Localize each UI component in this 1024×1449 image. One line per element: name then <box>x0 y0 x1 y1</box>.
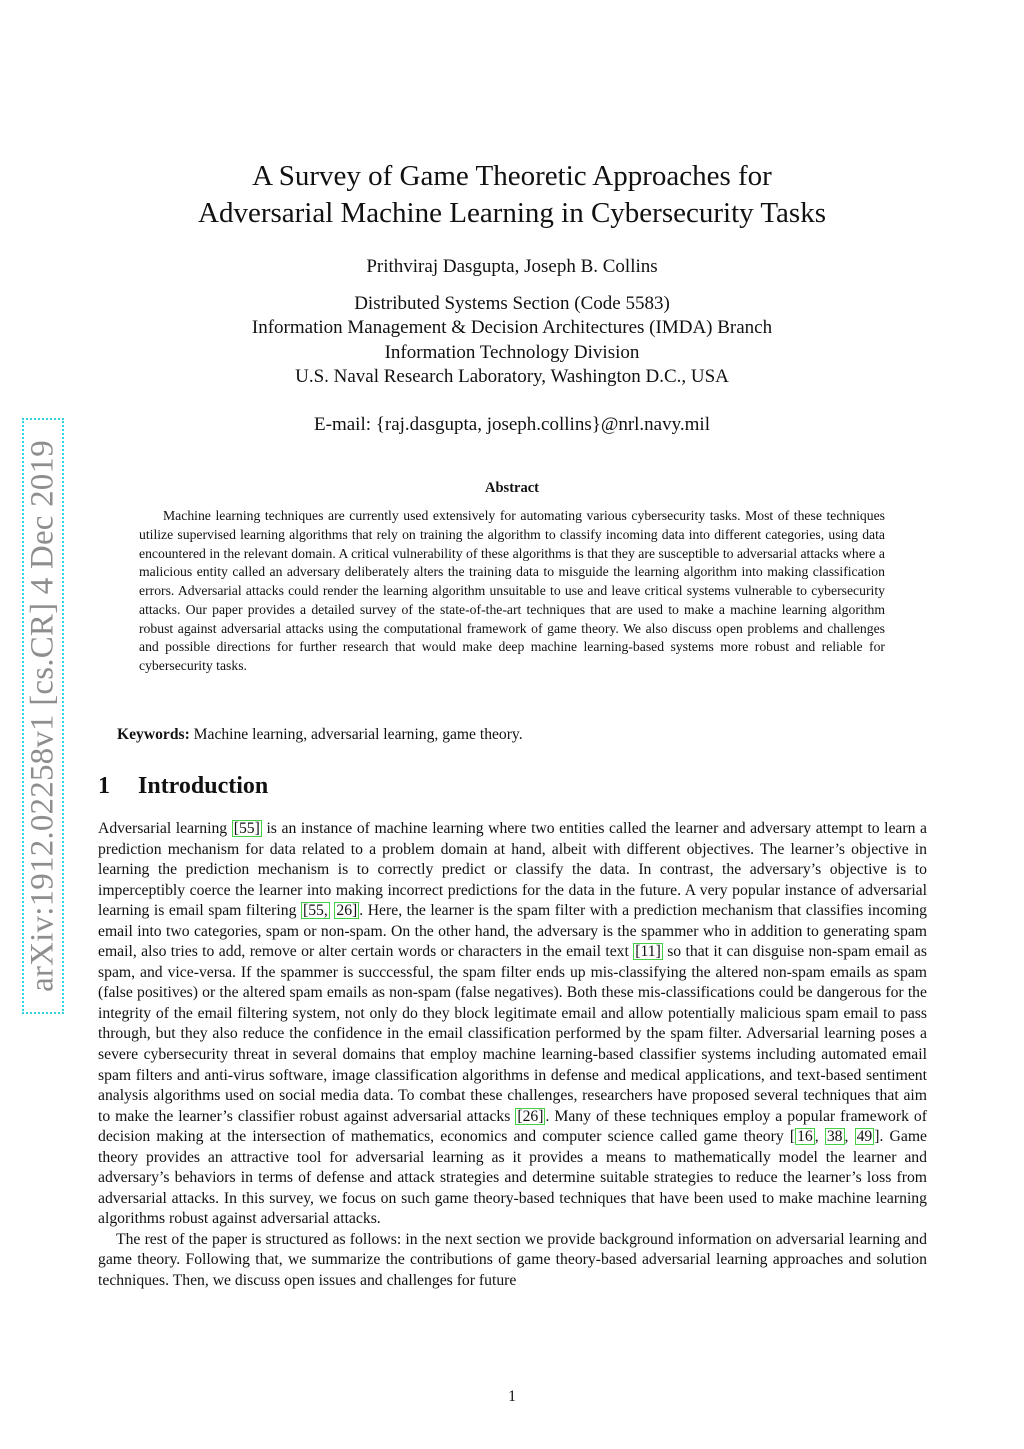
paper-title-line-2: Adversarial Machine Learning in Cybersecurity Tasks <box>198 197 826 229</box>
abstract-body <box>139 507 885 676</box>
paper-title <box>100 158 924 232</box>
intro-paragraph-1 <box>98 819 927 1230</box>
abstract-heading: Abstract <box>485 480 539 496</box>
author-list: Prithviraj Dasgupta, Joseph B. Collins <box>366 256 658 277</box>
intro-text-segment: Adversarial learning <box>98 820 232 837</box>
citation-link-11[interactable]: [11] <box>635 943 661 961</box>
citation-link-55[interactable]: [55] <box>233 820 260 837</box>
intro-text-segment: , <box>814 1128 825 1146</box>
affiliation-block <box>100 292 924 389</box>
arxiv-identifier-stamp <box>22 418 64 1014</box>
keywords-line <box>117 725 927 745</box>
introduction-body <box>98 819 927 1292</box>
intro-text-segment: , <box>844 1128 855 1146</box>
citation-link-26[interactable]: 26] <box>336 902 358 920</box>
citation-link-38[interactable]: 38 <box>826 1128 843 1146</box>
citation-link-16[interactable]: 16 <box>797 1128 813 1146</box>
arxiv-identifier-text: arXiv:1912.02258v1 [cs.CR] 4 Dec 2019 <box>24 440 61 992</box>
keywords-text: Machine learning, adversarial learning, game theory. <box>193 726 523 743</box>
abstract-text: Machine learning techniques are currently used extensively for automating various cybersecurity tasks. Most of these techniques utilize supervised learning algorithms that rely on training the algorithm to classify incoming data into different categories, using data encountered in the relevant domain. A critical vulnerability of these algorithms is that they are susceptible to adversarial attacks where a malicious entity called an adversary deliberately alters the training data to misguide the learning algorithm into making classification errors. Adversarial attacks could render the learning algorithm unsuitable to use and leave critical systems vulnerable to cybersecurity attacks. Our paper provides a detailed survey of the state-of-the-art techniques that are used to make a machine learning algorithm robust against adversarial attacks using the computational framework of game theory. We also discuss open problems and challenges and possible directions for further research that would make deep machine learning-based systems more robust and reliable for cybersecurity tasks. <box>139 508 885 673</box>
affiliation-line-2: Information Management & Decision Architectures (IMDA) Branch <box>251 317 773 339</box>
affiliation-line-1: Distributed Systems Section (Code 5583) <box>354 293 670 314</box>
citation-link-26b[interactable]: [26] <box>517 1107 544 1125</box>
affiliation-line-4: U.S. Naval Research Laboratory, Washington D.C., USA <box>295 365 729 387</box>
section-number: 1 <box>98 773 110 799</box>
citation-link-49[interactable]: 49 <box>856 1128 873 1146</box>
intro-text-segment: . Many of these techniques employ a popular framework of decision making at the intersection of mathematics, economics and computer science called game theory [ <box>98 1107 927 1146</box>
intro-text-segment: is an instance of machine learning where two entities called the learner and adversary attempt to learn a prediction mechanism for data related to a problem domain at hand, albeit with different objectives. The learner’s objective in learning the prediction mechanism is to correctly predict or classify the data. In contrast, the adversary’s objective is to imperceptibly coerce the learner into making incorrect predictions for the data in the future. A very popular instance of adversarial learning is email spam filtering <box>98 820 927 920</box>
intro-paragraph-2: The rest of the paper is structured as follows: in the next section we provide background information on adversarial learning and game theory. Following that, we summarize the contributions of game theory-based adversarial learning approaches and solution techniques. Then, we discuss open issues and challenges for future <box>98 1230 927 1290</box>
intro-text-segment: so that it can disguise non-spam email as spam, and vice-versa. If the spammer is succcessful, the spam filter ends up mis-classifying the altered non-spam emails as spam (false positives) or the altered spam emails as non-spam (false negatives). Both these mis-classifications could be dangerous for the integrity of the email filtering system, not only do they block legitimate email and allow potentially malicious spam email to pass through, but they also reduce the confidence in the email classification performed by the spam filter. Adversarial learning poses a severe cybersecurity threat in several domains that employ machine learning-based classifier systems including automated email spam filters and anti-virus software, image classification algorithms in defense and medical applications, and text-based sentiment analysis algorithms used on social media data. To combat these challenges, researchers have proposed several techniques that aim to make the learner’s classifier robust against adversarial attacks <box>98 943 928 1125</box>
section-title: Introduction <box>138 773 269 799</box>
section-heading-introduction <box>98 773 268 800</box>
intro-text-segment: ]. Game theory provides an attractive tool for adversarial learning as it provides a means to mathematically model the learner and adversary’s behaviors in terms of defense and attack strategies and determine suitable strategies to reduce the learner’s loss from adversarial attacks. In this survey, we focus on such game theory-based techniques that have been used to make machine learning algorithms robust against adversarial attacks. <box>98 1128 927 1228</box>
citation-link-55b[interactable]: [55, <box>302 902 328 920</box>
keywords-label: Keywords: <box>117 726 190 743</box>
affiliation-line-3: Information Technology Division <box>384 341 640 363</box>
author-email: E-mail: {raj.dasgupta, joseph.collins}@nrl.navy.mil <box>314 414 710 435</box>
page-number: 1 <box>508 1388 516 1405</box>
paper-title-line-1: A Survey of Game Theoretic Approaches for <box>252 160 772 192</box>
intro-text-segment: . Here, the learner is the spam filter with a prediction mechanism that classifies incoming email into two categories, spam or non-spam. On the other hand, the adversary is the spammer who in addition to generating spam email, also tries to add, remove or alter certain words or characters in the email text <box>98 902 928 961</box>
